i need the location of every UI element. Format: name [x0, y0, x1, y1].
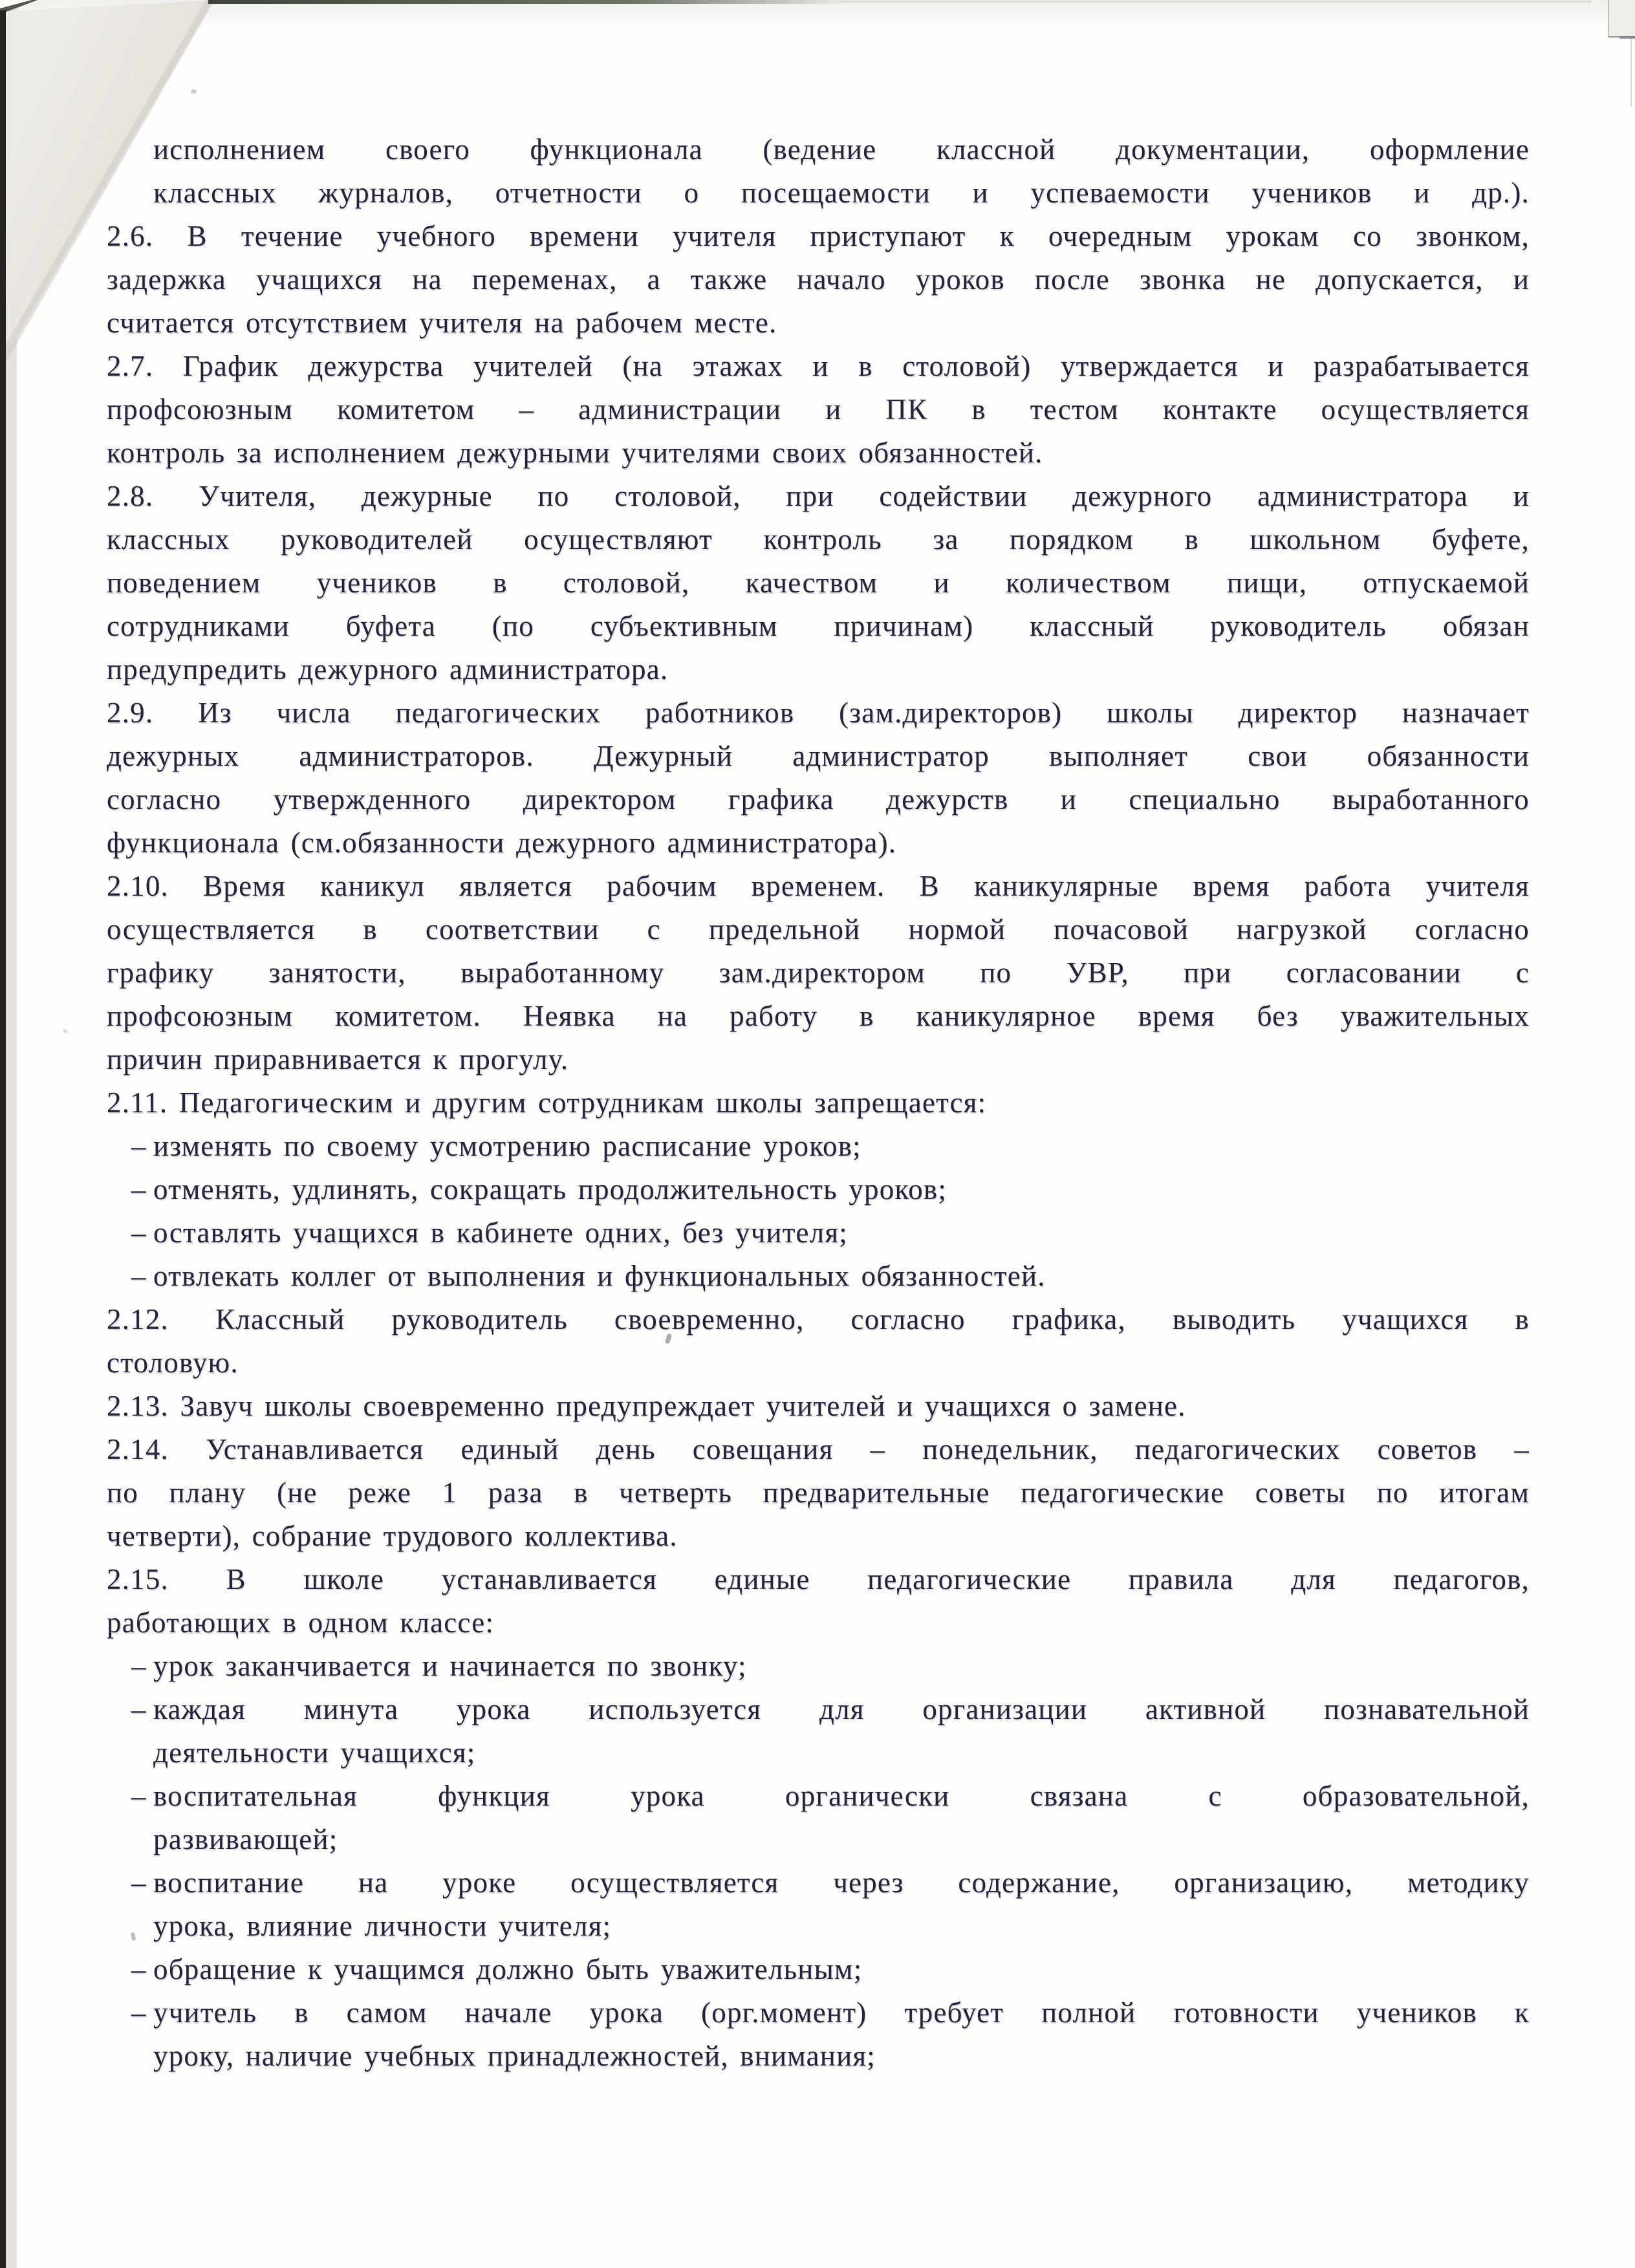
text-line: работающих в одном классе: [107, 1606, 495, 1639]
bullet-dash: – [131, 1130, 147, 1162]
text-line: 2.9. Из числа педагогических работников (зам.директоров) школы директор назначает [107, 697, 1530, 729]
text-line: по плану (не реже 1 раза в четверть предварительные педагогические советы по итогам [107, 1476, 1530, 1509]
text-line: считается отсутствием учителя на рабочем месте. [107, 307, 777, 339]
text-line-text: отменять, удлинять, сокращать продолжительность уроков; [153, 1173, 947, 1205]
text-line: профсоюзным комитетом – администрации и ПК в тестом контакте осуществляется [107, 393, 1530, 426]
bullet-dash: – [131, 1866, 147, 1899]
text-line [131, 1991, 1530, 2035]
text-line-text: воспитательная функция урока органически связана с образовательной, [153, 1780, 1530, 1812]
text-line: урока, влияние личности учителя; [153, 1910, 612, 1942]
text-line: уроку, наличие учебных принадлежностей, внимания; [153, 2040, 876, 2072]
text-line: 2.10. Время каникул является рабочим временем. В каникулярные время работа учителя [107, 870, 1530, 902]
text-line [131, 1125, 1530, 1168]
ink-speck [62, 1028, 68, 1033]
text-line-text: воспитание на уроке осуществляется через содержание, организацию, методику [153, 1866, 1530, 1899]
page-edge-left-black [0, 10, 6, 2268]
text-line-text: урок заканчивается и начинается по звонку; [153, 1650, 747, 1682]
text-line-text: отвлекать коллег от выполнения и функциональных обязанностей. [153, 1260, 1046, 1292]
bullet-dash: – [131, 1650, 147, 1682]
text-line: классных руководителей осуществляют контроль за порядком в школьном буфете, [107, 523, 1530, 556]
text-line: деятельности учащихся; [153, 1736, 476, 1769]
text-line: классных журналов, отчетности о посещаемости и успеваемости учеников и др.). [153, 177, 1530, 209]
text-line-text: каждая минута урока используется для организации активной познавательной [153, 1693, 1530, 1725]
text-line: столовую. [107, 1346, 239, 1379]
text-line: предупредить дежурного администратора. [107, 653, 669, 686]
bullet-dash: – [131, 1260, 147, 1292]
page-corner-notch-line [1619, 36, 1635, 39]
text-line: исполнением своего функционала (ведение классной документации, оформление [153, 133, 1530, 166]
text-line: согласно утвержденного директором графика дежурств и специально выработанного [107, 783, 1530, 815]
page-edge-top-faint [841, 1, 1591, 3]
ink-speck [191, 89, 197, 94]
text-line: функционала (см.обязанности дежурного администратора). [107, 826, 897, 859]
text-line: 2.15. В школе устанавливается единые педагогические правила для педагогов, [107, 1563, 1530, 1595]
text-line [131, 1211, 1530, 1255]
text-line: графику занятости, выработанному зам.директором по УВР, при согласовании с [107, 956, 1530, 989]
text-line-text: изменять по своему усмотрению расписание уроков; [153, 1130, 861, 1162]
bullet-dash: – [131, 1953, 147, 1985]
text-line [131, 1168, 1530, 1211]
bullet-dash: – [131, 1693, 147, 1725]
text-line: 2.7. График дежурства учителей (на этажах и в столовой) утверждается и разрабатывается [107, 350, 1530, 382]
text-line: контроль за исполнением дежурными учителями своих обязанностей. [107, 437, 1043, 469]
text-line: задержка учащихся на переменах, а также начало уроков после звонка не допускается, и [107, 263, 1530, 296]
page-corner-notch [1608, 0, 1635, 38]
text-line: осуществляется в соответствии с предельной нормой почасовой нагрузкой согласно [107, 913, 1530, 945]
page-edge-top-dark [208, 0, 855, 4]
text-line [131, 1255, 1530, 1298]
text-line [131, 1948, 1530, 1991]
text-line [131, 1645, 1530, 1688]
text-line: четверти), собрание трудового коллектива. [107, 1520, 678, 1552]
text-line: 2.13. Завуч школы своевременно предупреждает учителей и учащихся о замене. [107, 1390, 1186, 1422]
text-line: 2.8. Учителя, дежурные по столовой, при содействии дежурного администратора и [107, 480, 1530, 512]
scan-top-shadow [0, 0, 1635, 30]
text-line: 2.12. Классный руководитель своевременно, согласно графика, выводить учащихся в [107, 1303, 1530, 1335]
page-edge-right-faint [1630, 39, 1632, 107]
text-line [131, 1775, 1530, 1818]
text-line: развивающей; [153, 1823, 338, 1855]
text-line [131, 1688, 1530, 1731]
bullet-dash: – [131, 1780, 147, 1812]
bullet-dash: – [131, 1996, 147, 2029]
bullet-dash: – [131, 1173, 147, 1205]
text-line: причин приравнивается к прогулу. [107, 1043, 569, 1075]
text-line-text: учитель в самом начале урока (орг.момент) требует полной готовности учеников к [153, 1996, 1530, 2029]
bullet-dash: – [131, 1216, 147, 1249]
text-line: дежурных администраторов. Дежурный администратор выполняет свои обязанности [107, 740, 1530, 772]
text-line: 2.14. Устанавливается единый день совещания – понедельник, педагогических советов – [107, 1433, 1530, 1465]
text-line [131, 1861, 1530, 1905]
text-line: 2.11. Педагогическим и другим сотрудникам школы запрещается: [107, 1086, 987, 1119]
text-line: профсоюзным комитетом. Неявка на работу в каникулярное время без уважительных [107, 1000, 1530, 1032]
text-line: сотрудниками буфета (по субъективным причинам) классный руководитель обязан [107, 610, 1530, 642]
text-line-text: обращение к учащимся должно быть уважительным; [153, 1953, 863, 1985]
text-line: поведением учеников в столовой, качеством и количеством пищи, отпускаемой [107, 567, 1530, 599]
text-line-text: оставлять учащихся в кабинете одних, без учителя; [153, 1216, 848, 1249]
text-line: 2.6. В течение учебного времени учителя приступают к очередным урокам со звонком, [107, 220, 1530, 252]
document-text [107, 128, 1530, 2078]
